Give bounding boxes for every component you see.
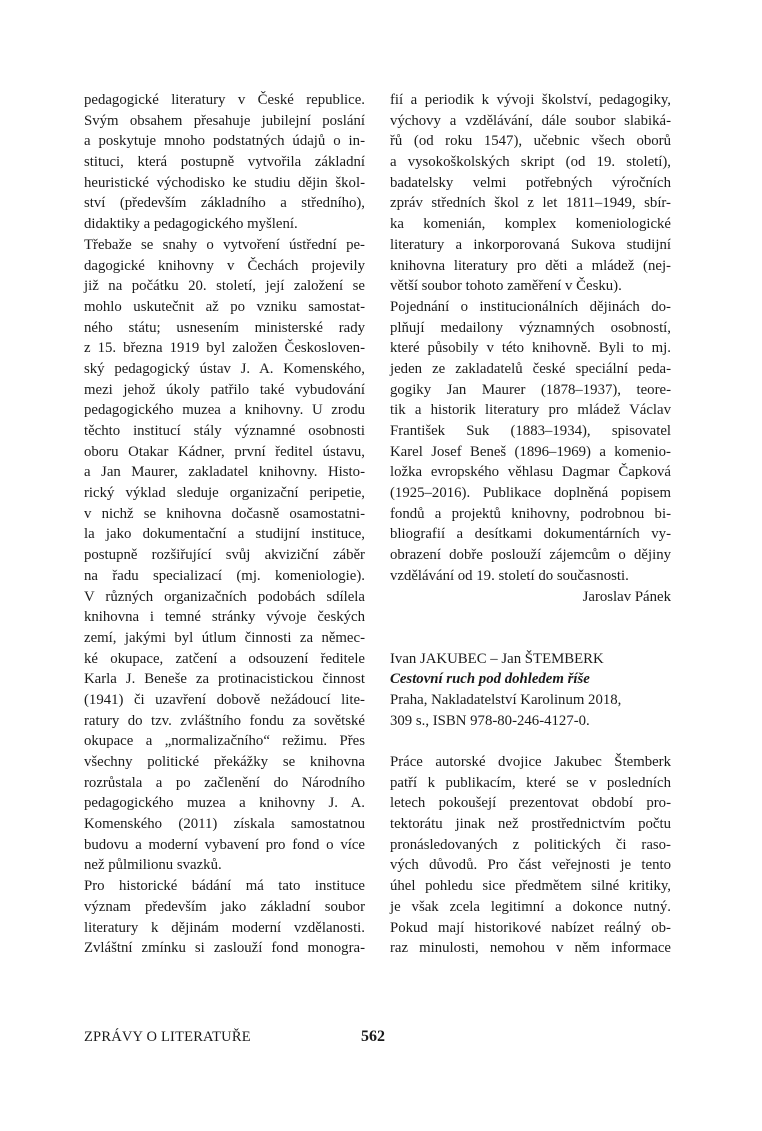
text-line: dagogické knihovny v Čechách projevily	[84, 257, 365, 274]
review-authors: Ivan JAKUBEC – Jan ŠTEMBERK	[390, 650, 604, 667]
text-line: zemí, jakými byl útlum činnosti za němec-	[84, 629, 365, 646]
text-line: Pro historické bádání má tato instituce	[84, 878, 365, 895]
text-line: plňují medailony významných osobností,	[390, 319, 671, 336]
left-column	[84, 90, 365, 959]
text-line: Karla J. Beneše za protinacistickou činnost	[84, 671, 365, 688]
text-line: oboru Otakar Kádner, první ředitel ústavu,	[84, 443, 365, 460]
text-line: v nichž se knihovna dočasně osamostatni-	[84, 505, 365, 522]
review-publisher: Praha, Nakladatelství Karolinum 2018,	[390, 691, 622, 708]
text-line: Pojednání o institucionálních dějinách do-	[390, 298, 671, 315]
text-line: stituci, která postupně vytvořila základní	[84, 154, 365, 171]
text-line: řů (od roku 1547), učebnic všech oborů	[390, 133, 671, 150]
text-line: Pokud mají historikové nabízet reálný ob-	[390, 919, 671, 936]
text-line: je však zcela legitimní a dokonce nutný.	[390, 898, 671, 915]
text-line: fondů a projektů knihovny, podrobnou bi-	[390, 505, 671, 522]
text-line: la jako dokumentační a studijní instituce,	[84, 526, 365, 543]
text-line: raz minulosti, nemohou v něm informace	[390, 940, 671, 957]
text-line: které působily v této knihovně. Byli to mj.	[390, 340, 671, 357]
text-line: z 15. března 1919 byl založen Českosloven-	[84, 340, 365, 357]
text-line: zpráv středních škol z let 1811–1949, sbír-	[390, 195, 671, 212]
text-line: mohlo uskutečnit až po vzniku samostat-	[84, 298, 365, 315]
review-text	[390, 752, 671, 959]
text-line: tektorátu jinak než prostřednictvím počtu	[390, 816, 671, 833]
page-number: 562	[361, 1028, 385, 1045]
spacer	[390, 607, 671, 628]
text-line: Zvláštní zmínku si zaslouží fond monogra-	[84, 940, 365, 957]
text-line: František Suk (1883–1934), spisovatel	[390, 423, 671, 439]
text-line: okupace a „normalizačního“ režimu. Přes	[84, 733, 365, 750]
text-line: letech pokoušejí prezentovat období pro-	[390, 795, 671, 812]
text-line: všechny politické překážky se knihovna	[84, 754, 365, 770]
text-line: (1925–2016). Publikace doplněná popisem	[390, 485, 671, 502]
text-line: rozrůstala a po začlenění do Národního	[84, 774, 365, 791]
text-line: než půlmilionu svazků.	[84, 857, 222, 874]
text-line: pedagogického muzea a knihovny J. A.	[84, 795, 365, 812]
text-line: Komenského (2011) získala samostatnou	[84, 816, 365, 833]
review-signature: Jaroslav Pánek	[582, 588, 671, 605]
spacer	[390, 628, 671, 649]
text-line: ložka evropského věhlasu Dagmar Čapková	[390, 464, 671, 481]
spacer	[390, 731, 671, 752]
text-line: jeden ze zakladatelů české speciální peda-	[390, 360, 671, 377]
text-line: patří k publikacím, které se v posledních	[390, 774, 671, 791]
text-line: a Jan Maurer, zakladatel knihovny. Histo-	[84, 464, 365, 481]
text-line: budovu a moderní vybavení pro fond o více	[84, 836, 365, 853]
text-line: již na počátku 20. století, její založení se	[84, 278, 365, 295]
text-line: vých důvodů. Pro část veřejnosti je tento	[390, 857, 671, 874]
text-line: ský pedagogický ústav J. A. Komenského,	[84, 360, 365, 377]
text-line: didaktiky a pedagogického myšlení.	[84, 216, 298, 233]
text-line: heuristické východisko ke studiu dějin škol-	[84, 174, 365, 191]
text-line: rický výklad sleduje organizační peripetie,	[84, 485, 365, 502]
text-line: Svým obsahem přesahuje jubilejní poslání	[84, 112, 365, 129]
running-title: ZPRÁVY O LITERATUŘE	[84, 1029, 251, 1045]
text-line: a vysokoškolských skript (od 19. století),	[390, 154, 671, 171]
text-line: ka komenián, komplex komeniologické	[390, 216, 671, 233]
text-line: V různých organizačních podobách sdílela	[84, 588, 365, 605]
review-book-details: 309 s., ISBN 978-80-246-4127-0.	[390, 712, 590, 729]
page-footer	[84, 1026, 684, 1048]
right-column	[390, 90, 671, 959]
text-line: (1941) či uzavření dobově nežádoucí lite-	[84, 691, 365, 708]
text-line: úhel pohledu sice předmětem silné kritiky,	[390, 878, 671, 895]
text-line: obrazení dobře poslouží zájemcům o dějiny	[390, 547, 671, 564]
text-line: ství (především základního a středního),	[84, 195, 365, 212]
text-line: postupně rozšiřující svůj akviziční záběr	[84, 547, 365, 564]
text-line: knihovna i temné stránky vývoje českých	[84, 609, 365, 626]
text-line: pronásledovaných z politických či raso-	[390, 836, 671, 853]
text-line: literatury a inkorporovaná Sukova studijní	[390, 236, 671, 253]
text-line: Třebaže se snahy o vytvoření ústřední pe-	[84, 236, 365, 253]
text-line: mezi jehož úkoly patřilo také vybudování	[84, 381, 365, 398]
text-line: Práce autorské dvojice Jakubec Štemberk	[390, 754, 671, 770]
text-line: Karel Josef Beneš (1896–1969) a komenio-	[390, 443, 671, 460]
text-line: tik a historik literatury pro mládež Václav	[390, 402, 671, 419]
text-line: na řadu specializací (mj. komeniologie).	[84, 567, 365, 584]
text-line: badatelsky velmi potřebných výročních	[390, 174, 671, 191]
text-line: ké okupace, zatčení a odsouzení ředitele	[84, 650, 365, 667]
text-line: fií a periodik k vývoji školství, pedagogiky,	[390, 92, 671, 108]
review-book-title: Cestovní ruch pod dohledem říše	[390, 671, 590, 688]
review-text-continued	[390, 90, 671, 587]
text-line: těchto institucí stály významné osobnosti	[84, 423, 365, 439]
text-line: větší soubor tohoto zaměření v Česku).	[390, 278, 622, 295]
text-line: vzdělávání od 19. století do současnosti.	[390, 567, 629, 584]
text-line: a poskytuje mnoho podstatných údajů o in-	[84, 133, 365, 150]
text-line: ného státu; usnesením ministerské rady	[84, 319, 365, 336]
text-line: ratury do tzv. zvláštního fondu za sovětské	[84, 712, 365, 729]
text-line: pedagogické literatury v České republice.	[84, 92, 365, 108]
text-line: bliografií a desítkami dokumentárních vy-	[390, 526, 671, 543]
text-line: gogiky Jan Maurer (1878–1937), teore-	[390, 381, 671, 398]
text-line: knihovna literatury pro děti a mládež (nej-	[390, 257, 671, 274]
next-review-header	[390, 649, 671, 732]
text-line: literatury k dějinám moderní vzdělanosti.	[84, 919, 365, 936]
text-line: pedagogického muzea a knihovny. U zrodu	[84, 402, 365, 419]
text-line: význam především jako základní soubor	[84, 898, 365, 915]
text-line: výchovy a vzdělávání, dále soubor slabiká-	[390, 112, 671, 129]
